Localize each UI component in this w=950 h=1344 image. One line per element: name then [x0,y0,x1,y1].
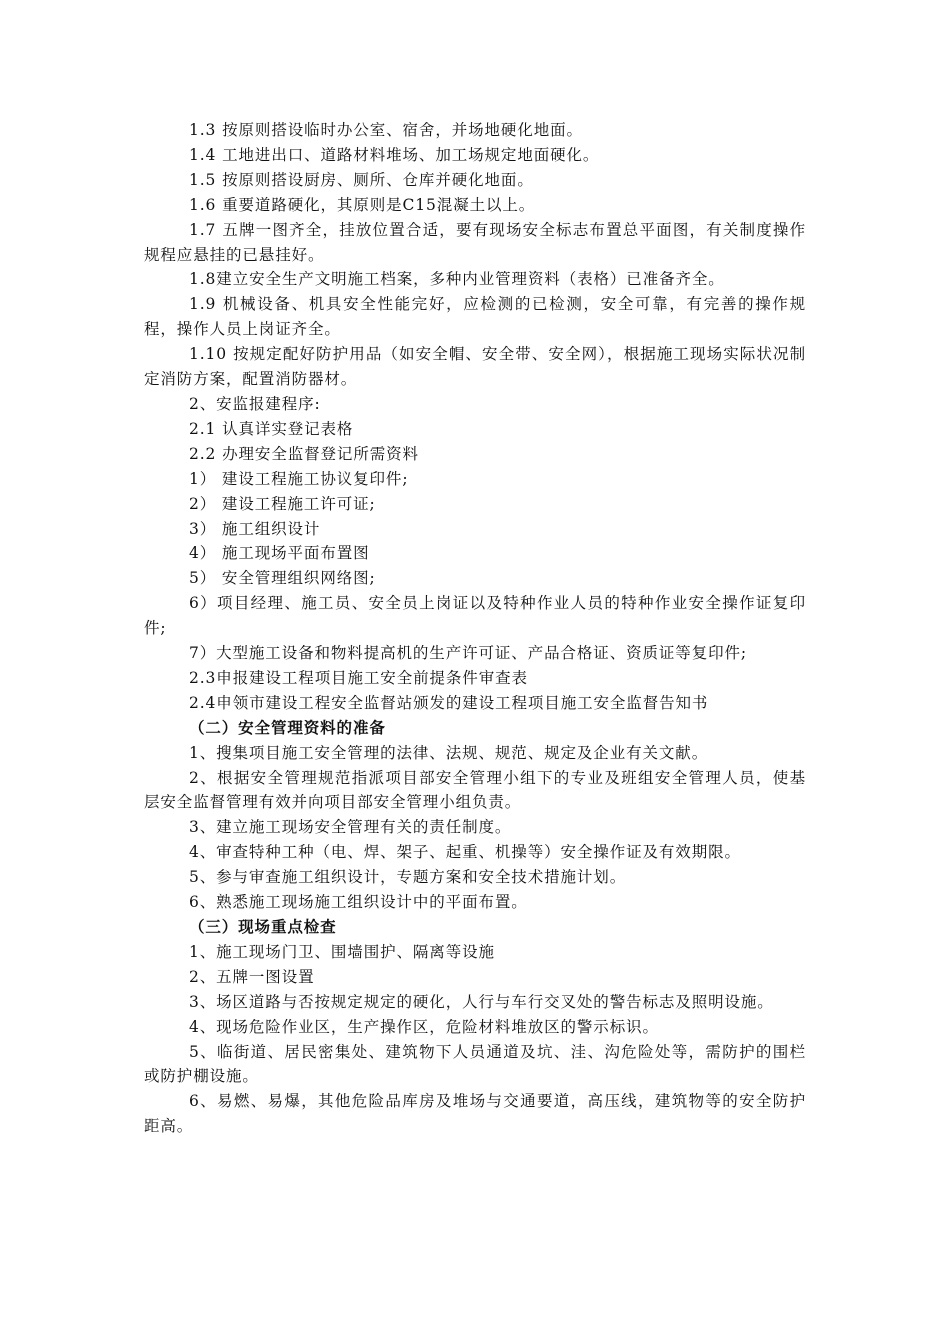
paragraph: 1.9 机械设备、机具安全性能完好，应检测的已检测，安全可靠，有完善的操作规程，操作人员上岗证齐全。 [144,295,806,339]
paragraph: 1.5 按原则搭设厨房、厕所、仓库并硬化地面。 [188,170,534,189]
paragraph: 4） 施工现场平面布置图 [188,544,370,563]
paragraph: 4、审查特种工种（电、焊、架子、起重、机操等）安全操作证及有效期限。 [188,843,741,862]
paragraph: 5、临街道、居民密集处、建筑物下人员通道及坑、洼、沟危险处等，需防护的围栏或防护棚设施。 [144,1042,806,1086]
paragraph: 5） 安全管理组织网络图; [188,569,376,588]
paragraph: 2、安监报建程序: [188,394,321,413]
section-heading: （三）现场重点检查 [188,917,337,936]
paragraph: 1.4 工地进出口、道路材料堆场、加工场规定地面硬化。 [188,145,600,164]
paragraph: 3） 施工组织设计 [188,519,321,538]
paragraph: 2.2 办理安全监督登记所需资料 [188,444,419,463]
paragraph: 3、建立施工现场安全管理有关的责任制度。 [188,818,512,837]
paragraph: 1.7 五牌一图齐全，挂放位置合适，要有现场安全标志布置总平面图，有关制度操作规程应悬挂的已悬挂好。 [144,220,806,264]
paragraph: 2.1 认真详实登记表格 [188,419,354,438]
paragraph: 2、五牌一图设置 [188,967,315,986]
section-heading: （二）安全管理资料的准备 [188,717,386,737]
paragraph: 1、施工现场门卫、围墙围护、隔离等设施 [188,942,495,961]
paragraph: 2、根据安全管理规范指派项目部安全管理小组下的专业及班组安全管理人员，使基层安全监督管理有效并向项目部安全管理小组负责。 [144,768,806,812]
paragraph: 6、易燃、易爆，其他危险品库房及堆场与交通要道，高压线，建筑物等的安全防护距高。 [144,1092,806,1136]
paragraph: 1、搜集项目施工安全管理的法律、法规、规范、规定及企业有关文献。 [188,743,709,762]
paragraph: 1.10 按规定配好防护用品（如安全帽、安全带、安全网），根据施工现场实际状况制定消防方案，配置消防器材。 [144,345,806,389]
paragraph: 6、熟悉施工现场施工组织设计中的平面布置。 [188,893,528,912]
document-page [144,118,806,1139]
paragraph: 6）项目经理、施工员、安全员上岗证以及特种作业人员的特种作业安全操作证复印件; [144,594,806,638]
paragraph: 7）大型施工设备和物料提高机的生产许可证、产品合格证、资质证等复印件; [188,644,748,663]
paragraph: 2.4申领市建设工程安全监督站颁发的建设工程项目施工安全监督告知书 [188,693,709,712]
paragraph: 4、现场危险作业区，生产操作区，危险材料堆放区的警示标识。 [188,1017,659,1036]
paragraph: 1.8建立安全生产文明施工档案，多种内业管理资料（表格）已准备齐全。 [188,270,725,289]
paragraph: 1.6 重要道路硬化，其原则是C15混凝土以上。 [188,195,536,214]
paragraph: 2） 建设工程施工许可证; [188,494,376,513]
paragraph: 5、参与审查施工组织设计，专题方案和安全技术措施计划。 [188,868,627,887]
paragraph: 2.3申报建设工程项目施工安全前提条件审查表 [188,668,528,687]
paragraph: 1.3 按原则搭设临时办公室、宿舍，并场地硬化地面。 [188,121,583,139]
paragraph: 1） 建设工程施工协议复印件; [188,469,409,488]
paragraph: 3、场区道路与否按规定规定的硬化，人行与车行交叉处的警告标志及照明设施。 [188,992,774,1011]
